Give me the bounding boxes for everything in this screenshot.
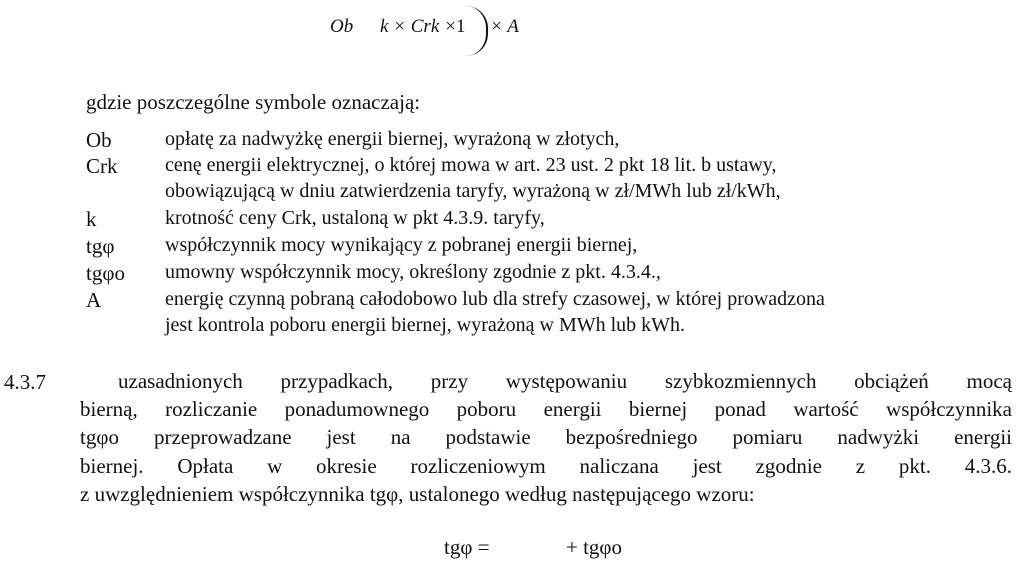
def-symbol: tgφ (86, 234, 115, 258)
def-symbol: tgφo (86, 261, 125, 285)
paragraph-line: bierną, rozliczanie ponadumownego poboru energii biernej ponad wartość współczynnika (80, 397, 1012, 422)
paragraph-line: biernej. Opłata w okresie rozliczeniowym naliczana jest zgodnie z pkt. 4.3.6. (80, 453, 1012, 478)
def-symbol: A (86, 288, 102, 312)
paragraph-line: z uwzględnieniem współczynnika tgφ, ustalonego według następującego wzoru: (80, 481, 755, 506)
formula-times-a: × A (490, 16, 519, 37)
def-text: współczynnik mocy wynikający z pobranej energii biernej, (165, 234, 638, 256)
def-text: krotność ceny Crk, ustaloną w pkt 4.3.9. taryfy, (165, 207, 545, 229)
def-text: umowny współczynnik mocy, określony zgodnie z pkt. 4.3.4., (165, 261, 661, 283)
def-text: cenę energii elektrycznej, o której mowa w art. 23 ust. 2 pkt 18 lit. b ustawy, (165, 154, 777, 176)
def-symbol: k (86, 207, 97, 231)
def-text: energię czynną pobraną całodobowo lub dla strefy czasowej, w której prowadzona (165, 288, 825, 310)
paragraph-body (80, 367, 1012, 508)
def-text: obowiązującą w dniu zatwierdzenia taryfy, wyrażoną w zł/MWh lub zł/kWh, (165, 180, 781, 202)
formula-one: 1 (456, 16, 466, 37)
bottom-formula-left: tgφ = (444, 535, 490, 559)
bottom-formula-right: + tgφo (566, 535, 623, 559)
paragraph-number: 4.3.7 (4, 370, 46, 394)
formula-parenthesis (464, 6, 488, 56)
intro-text: gdzie poszczególne symbole oznaczają: (86, 90, 421, 114)
def-symbol: Ob (86, 128, 112, 152)
paragraph-line: uzasadnionych przypadkach, przy występowaniu szybkozmiennych obciążeń mocą (118, 369, 1012, 393)
paragraph-line: tgφo przeprowadzane jest na podstawie bezpośredniego pomiaru nadwyżki energii (80, 425, 1012, 450)
def-text: jest kontrola poboru energii biernej, wyrażoną w MWh lub kWh. (165, 314, 686, 336)
formula-ob: Ob (330, 16, 354, 37)
formula-k-crk: k × Crk × (380, 16, 457, 37)
def-symbol: Crk (86, 154, 118, 178)
def-text: opłatę za nadwyżkę energii biernej, wyrażoną w złotych, (165, 128, 620, 150)
